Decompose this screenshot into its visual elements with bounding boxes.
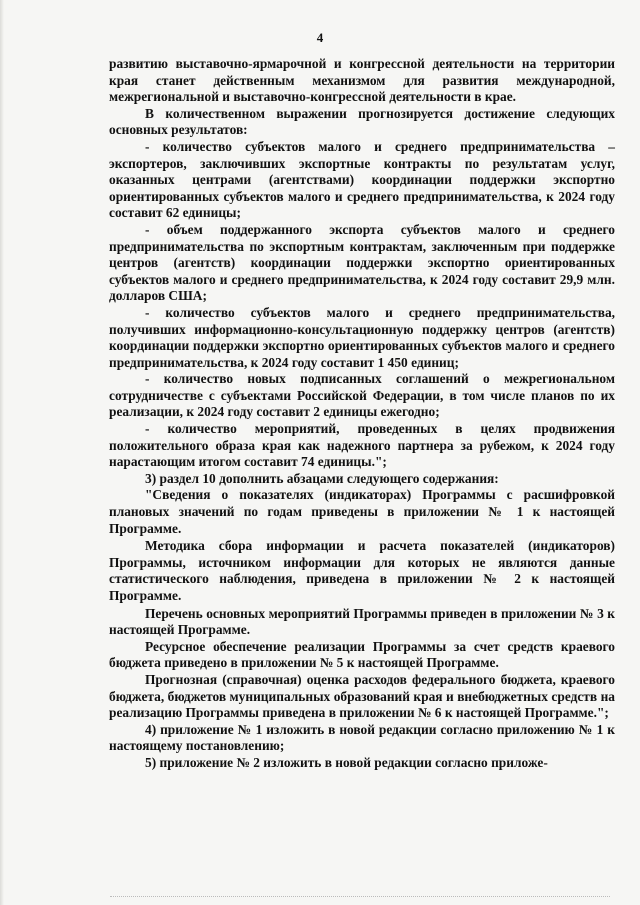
paragraph: 3) раздел 10 дополнить абзацами следующего содержания:	[145, 470, 499, 486]
scan-edge	[0, 0, 4, 905]
list-item: - объем поддержанного экспорта субъектов малого и среднего предпринимательства по экспортным контрактам, заключенным при поддержке центров (агентств) координации поддержки экспортно ориентированных субъектов малого и среднего предпринимательства, к 2024 году составит 29,9 млн. долларов США;	[109, 221, 615, 304]
paragraph: "Сведения о показателях (индикаторах) Программы с расшифровкой плановых значений по годам приведены в приложении № 1 к настоящей Программе.	[109, 487, 615, 536]
scan-bottom-edge	[110, 890, 610, 897]
list-item: - количество субъектов малого и среднего предпринимательства, получивших информационно-консультационную поддержку центров (агентств) координации поддержки экспортно ориентированных субъектов малого и среднего предпринимательства, к 2024 году составит 1 450 единиц;	[109, 304, 615, 370]
paragraph: Методика сбора информации и расчета показателей (индикаторов) Программы, источником информации для которых не являются данные статистического наблюдения, приведена в приложении № 2 к настоящей Программе.	[109, 538, 615, 603]
paragraph: Перечень основных мероприятий Программы приведен в приложении № 3 к настоящей Программе.	[109, 605, 615, 638]
document-body	[109, 56, 615, 772]
paragraph: 4) приложение № 1 изложить в новой редакции согласно приложению № 1 к настоящему постановлению;	[109, 721, 615, 754]
paragraph: 5) приложение № 2 изложить в новой редакции согласно приложе-	[145, 754, 548, 770]
page-number: 4	[316, 30, 324, 45]
list-item: - количество новых подписанных соглашений о межрегиональном сотрудничестве с субъектами Российской Федерации, в том числе планов по их реализации, к 2024 году составит 2 единицы ежегодно;	[109, 371, 615, 420]
paragraph: Ресурсное обеспечение реализации Программы за счет средств краевого бюджета приведено в приложении № 5 к настоящей Программе.	[109, 638, 615, 671]
list-item: - количество субъектов малого и среднего предпринимательства – экспортеров, заключивших экспортные контракты по результатам услуг, оказанных центрами (агентствами) координации поддержки экспортно ориентированных субъектов малого и среднего предпринимательства, к 2024 году составит 62 единицы;	[109, 138, 615, 221]
paragraph: Прогнозная (справочная) оценка расходов федерального бюджета, краевого бюджета, бюджетов муниципальных образований края и внебюджетных средств на реализацию Программы приведена в приложении № 6 к настоящей Программе.";	[109, 671, 615, 721]
list-item: - количество мероприятий, проведенных в целях продвижения положительного образа края как надежного партнера за рубежом, к 2024 году нарастающим итогом составит 74 единицы.";	[109, 421, 615, 470]
paragraph: развитию выставочно-ярмарочной и конгрессной деятельности на территории края станет действенным механизмом для развития международной, межрегиональной и выставочно-конгрессной деятельности в крае.	[109, 56, 615, 105]
paragraph: В количественном выражении прогнозируется достижение следующих основных результатов:	[109, 105, 615, 138]
